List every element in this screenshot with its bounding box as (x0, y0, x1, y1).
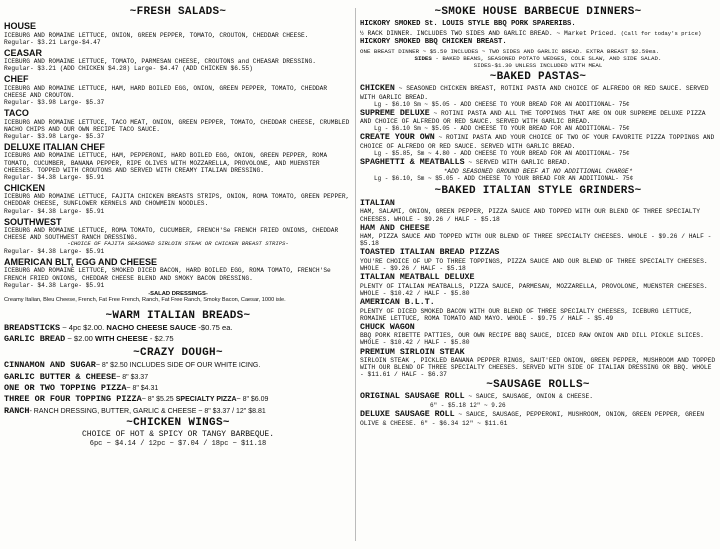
grinder-desc: HAM, SALAMI, ONION, GREEN PEPPER, PIZZA SAUCE AND TOPPED WITH OUR BLEND OF THREE SPECIALTY CHEESES. WHOLE - $9.26 / HALF - $5.18 (360, 208, 701, 223)
salad-item (4, 48, 352, 73)
pasta-price: Lg - $6.10 Sm ~ $5.05 - ADD CHEESE TO YOUR BREAD FOR AN ADDITIONAL- 75¢ (374, 100, 630, 108)
salad-name: CEASAR (4, 47, 43, 58)
pasta-item (360, 158, 716, 182)
fresh-salads-title: ~FRESH SALADS~ (129, 6, 227, 18)
grinder-item (360, 273, 716, 297)
sausage-rolls-list (360, 392, 716, 426)
grinder-name: PREMIUM SIRLOIN STEAK (360, 347, 465, 357)
bread-row (4, 323, 352, 333)
sausage-item (360, 410, 716, 427)
sausage-price: 6" - $5.18 12" ~ 9.26 (430, 401, 506, 409)
dough-extra-price: ~ 8" $6.09 (236, 396, 269, 404)
salad-item (4, 183, 352, 215)
sausage-name: DELUXE SAUSAGE ROLL (360, 409, 455, 419)
dough-extra-name: SPECIALTY PIZZA (175, 396, 237, 404)
wings-subtitle: CHOICE OF HOT & SPICY OR TANGY BARBEQUE. (81, 430, 275, 440)
dough-row (4, 372, 352, 383)
pasta-desc (360, 109, 716, 126)
salad-name: TACO (4, 108, 29, 119)
pasta-desc-text: ~ SERVED WITH GARLIC BREAD. (464, 159, 571, 167)
grinder-name: TOASTED ITALIAN BREAD PIZZAS (360, 248, 500, 258)
grinder-item (360, 248, 716, 272)
grinder-item (360, 298, 716, 322)
salad-item (4, 21, 352, 46)
bbq-chicken-name: HICKORY SMOKED BBQ CHICKEN BREAST. (360, 38, 507, 47)
bread-row (4, 334, 352, 344)
pasta-price: Lg - $6.10 Sm ~ $5.05 - ADD CHEESE TO YOUR BREAD FOR AN ADDITIONAL- 75¢ (374, 125, 630, 133)
bbq-chicken-line: ONE BREAST DINNER ~ $5.59 INCLUDES ~ TWO SIDES AND GARLIC BREAD. EXTRA BREAST $2.59ea. (360, 47, 660, 55)
dough-price: ~ 8" $5.25 (141, 396, 174, 404)
salad-dressings-list: Creamy Italian, Bleu Cheese, French, Fat Free French, Ranch, Fat Free Ranch, Smoky Bacon, Caesar, 1000 isle. (4, 296, 286, 303)
salad-name: SOUTHWEST (4, 216, 62, 227)
salad-price: Regular- $3.98 Large- $5.37 (4, 132, 105, 140)
salad-desc: ICEBURG AND ROMAINE LETTUCE, TACO MEAT, ONION, GREEN PEPPER, TOMATO, CHEDDAR CHEESE, CRUMBLED NACHO CHIPS AND OUR OWN RECIPE TACO SAUCE. (4, 118, 350, 133)
baked-pastas-title: ~BAKED PASTAS~ (489, 71, 587, 84)
dough-row (4, 360, 352, 371)
pasta-name: SUPREME DELUXE (360, 108, 430, 118)
dough-row (4, 394, 352, 405)
sausage-desc (360, 392, 716, 402)
salad-name: DELUXE ITALIAN CHEF (4, 141, 105, 152)
salad-name: HOUSE (4, 21, 37, 31)
salad-name: CHEF (4, 74, 29, 85)
sausage-item (360, 392, 716, 409)
bbq-sides-line: SIDES - BAKED BEANS, SEASONED POTATO WEDGES, COLE SLAW, AND SIDE SALAD. (414, 54, 662, 62)
pastas-list (360, 84, 716, 182)
salad-desc: ICEBURG AND ROMAINE LETTUCE, HAM, PEPPERONI, HARD BOILED EGG, ONION, GREEN PEPPER, ROMA TOMATO, CUCUMBER, BANANA PEPPER, RIPE OLIVES WITH MOZZARELLA, PROVOLONE, AND MUENSTER CHEESES. TOPPED WITH CROUTONS AND SERVED WITH CREAMY ITALIAN DRESSING. (4, 152, 328, 174)
grinder-desc: PLENTY OF DICED SMOKED BACON WITH OUR BLEND OF THREE SPECIALTY CHEESES, ICEBURG LETTUCE, ROMAINE LETTUCE, ROMA TOMATO AND MAYO. WHOLE - $9.75 / HALF - $5.49 (360, 307, 693, 322)
salad-price: Regular- $3.98 Large- $5.37 (4, 99, 105, 107)
warm-breads-title: ~WARM ITALIAN BREADS~ (105, 310, 251, 323)
dough-price: - RANCH DRESSING, BUTTER, GARLIC & CHEESE ~ 8" $3.37 / 12" $8.81 (29, 407, 266, 415)
bread-name: BREADSTICKS (4, 323, 61, 334)
dough-row (4, 406, 352, 417)
salad-price: Regular- $3.21 Large-$4.47 (4, 38, 101, 46)
bbq-sides-price: SIDES-$1.30 UNLESS INCLUDED WITH MEAL (473, 61, 603, 69)
dough-name: THREE OR FOUR TOPPING PIZZA (4, 394, 142, 405)
pasta-item (360, 84, 716, 108)
salad-name: CHICKEN (4, 182, 46, 193)
salad-note: -CHOICE OF FAJITA SEASONED SIRLOIN STEAK OR CHICKEN BREAST STRIPS- (67, 240, 289, 248)
left-column (4, 6, 352, 545)
sausage-desc-text: ~ SAUCE, SAUSAGE, ONION & CHEESE. (464, 393, 594, 401)
pasta-desc (360, 84, 716, 101)
salad-name: AMERICAN BLT, EGG AND CHEESE (4, 256, 158, 267)
salad-desc: ICEBURG AND ROMAINE LETTUCE, ROMA TOMATO, CUCUMBER, FRENCH'Se FRENCH FRIED ONIONS, CHEDDAR CHEESE AND SOUTHWEST RANCH DRESSING. (4, 227, 339, 242)
grinder-item (360, 199, 716, 223)
right-column (360, 6, 716, 545)
pasta-note: *ADD SEASONED GROUND BEEF AT NO ADDITIONAL CHARGE* (443, 167, 633, 175)
salad-item (4, 108, 352, 140)
pasta-desc-text: ~ ROTINI PASTA AND YOUR CHOICE OF TWO OF YOUR FAVORITE PIZZA TOPPINGS AND CHOICE OF ALFREDO OR RED SAUCE. SERVED WITH GARLIC BREAD. (360, 134, 715, 151)
bbq-ribs-name: HICKORY SMOKED St. LOUIS STYLE BBQ PORK SPARERIBS. (360, 20, 576, 28)
salads-list (4, 21, 352, 289)
grinder-item (360, 323, 716, 347)
grinders-list (360, 199, 716, 379)
sausage-desc-text: ~ SAUCE, SAUSAGE, PEPPERONI, MUSHROOM, ONION, GREEN PEPPER, GREEN OLIVE & CHEESE. 6" - $6.34 12" ~ $11.61 (360, 410, 705, 427)
salad-item (4, 74, 352, 106)
salad-item (4, 257, 352, 289)
salad-price: Regular- $4.38 Large- $5.91 (4, 247, 105, 255)
bread-price: ~ 4pc $2.00. (62, 323, 105, 333)
grinder-item (360, 348, 716, 379)
salad-item (4, 217, 352, 255)
grinders-title: ~BAKED ITALIAN STYLE GRINDERS~ (434, 184, 642, 197)
bread-extra-name: NACHO CHEESE SAUCE (106, 323, 197, 333)
salad-price: Regular- $3.21 (ADD CHICKEN $4.28) Large- $4.47 (ADD CHICKEN $6.55) (4, 65, 253, 73)
dough-name: CINNAMON AND SUGAR (4, 360, 96, 371)
bbq-ribs-line: ½ RACK DINNER. INCLUDES TWO SIDES AND GARLIC BREAD. ~ Market Priced. (Call for today's price) (360, 29, 702, 37)
pasta-name: CHICKEN (360, 84, 395, 94)
breads-list (4, 323, 352, 344)
pasta-desc-text: ~ SEASONED CHICKEN BREAST, ROTINI PASTA AND CHOICE OF ALFREDO OR RED SAUCE. SERVED WITH GARLIC BREAD. (360, 85, 709, 101)
pasta-desc (360, 158, 716, 168)
dough-list (4, 360, 352, 417)
salad-desc: ICEBURG AND ROMAINE LETTUCE, FAJITA CHICKEN BREASTS STRIPS, ONION, ROMA TOMATO, GREEN PEPPER, CHEDDAR CHEESE, SUNFLOWER KERNELS AND CHOWMEIN NOODLES. (4, 193, 350, 208)
bread-extra-name: WITH CHEESE (95, 333, 148, 343)
chicken-wings-title: ~CHICKEN WINGS~ (126, 417, 230, 430)
dough-name: ONE OR TWO TOPPING PIZZA (4, 382, 127, 393)
grinder-name: HAM AND CHEESE (360, 223, 430, 233)
grinder-name: AMERICAN B.L.T. (360, 297, 435, 307)
pasta-name: SPAGHETTI & MEATBALLS (360, 158, 465, 168)
grinder-desc: HAM, PIZZA SAUCE AND TOPPED WITH OUR BLEND OF THREE SPECIALTY CHEESES. WHOLE - $9.26 / HALF - $5.18 (360, 233, 712, 248)
grinder-desc: PLENTY OF ITALIAN MEATBALLS, PIZZA SAUCE, PARMESAN, MOZZARELLA, PROVOLONE, MUENSTER CHEESES. WHOLE - $10.42 / HALF - $5.80 (360, 282, 708, 297)
grinder-item (360, 224, 716, 248)
column-divider (355, 8, 356, 541)
grinder-name: ITALIAN (360, 198, 395, 208)
bread-extra-price: - $2.75 (149, 333, 174, 343)
sausage-desc (360, 410, 716, 427)
bread-price: ~ $2.00 (67, 333, 93, 343)
bread-extra-price: -$0.75 ea. (198, 323, 233, 333)
dough-price: ~ 8" $4.31 (126, 384, 159, 392)
grinder-desc: SIRLOIN STEAK , PICKLED BANANA PEPPER RINGS, SAUT'EED ONION, GREEN PEPPER, MUSHROOM AND TOPPED WITH OUR BLEND OF THREE SPECIALTY CHEESES. SERVED WITH SIDE OF ITALIAN DRESSING OR BBQ. WHOLE - $11.61 / HALF - $6.37 (360, 357, 716, 379)
dough-name: RANCH (4, 405, 30, 416)
salad-desc: ICEBURG AND ROMAINE LETTUCE, TOMATO, PARMESAN CHEESE, CROUTONS and CHEASAR DRESSING. (4, 58, 316, 66)
salad-price: Regular- $4.38 Large- $5.91 (4, 173, 105, 181)
salad-desc: ICEBURG AND ROMAINE LETTUCE, HAM, HARD BOILED EGG, ONION, GREEN PEPPER, TOMATO, CHEDDAR CHEESE AND CROUTON. (4, 84, 328, 99)
crazy-dough-title: ~CRAZY DOUGH~ (133, 347, 223, 360)
salad-desc: ICEBURG AND ROMAINE LETTUCE, ONION, GREEN PEPPER, TOMATO, CROUTON, CHEDDAR CHEESE. (4, 31, 309, 39)
salad-dressings-title: -SALAD DRESSINGS- (148, 290, 208, 297)
grinder-name: ITALIAN MEATBALL DELUXE (360, 273, 475, 283)
grinder-desc: YOU'RE CHOICE OF UP TO THREE TOPPINGS, PIZZA SAUCE AND OUR BLEND OF THREE SPECIALTY CHEESES. WHOLE - $9.26 / HALF - $5.18 (360, 257, 708, 273)
bbq-dinners-title: ~SMOKE HOUSE BARBECUE DINNERS~ (434, 6, 642, 18)
salad-item (4, 142, 352, 181)
pasta-desc-text: ~ ROTINI PASTA AND ALL THE TOPPINGS THAT ARE ON OUR SUPREME DELUXE PIZZA AND CHOICE OF ALFREDO OR RED SAUCE. SERVED WITH GARLIC BREAD. (360, 109, 706, 126)
pasta-price: Lg - $5.85, Sm ~ 4.80 - ADD CHEESE TO YOUR BREAD FOR AN ADDITIONAL- 75¢ (374, 150, 630, 158)
dough-price: ~ 8" $2.50 INCLUDES SIDE OF OUR WHITE ICING. (95, 362, 261, 370)
dough-price: ~ 8" $3.37 (116, 373, 149, 381)
pasta-item (360, 133, 716, 157)
salad-price: Regular- $4.38 Large- $5.91 (4, 207, 105, 215)
pasta-item (360, 109, 716, 133)
grinder-desc: BBQ PORK RIBETTE PATTIES, OUR OWN RECIPE BBQ SAUCE, DICED RAW ONION AND DILL PICKLE SLICES. WHOLE - $10.42 / HALF - $5.80 (360, 332, 704, 347)
wings-prices: 6pc ~ $4.14 / 12pc ~ $7.04 / 18pc ~ $11.18 (89, 439, 267, 448)
sausage-name: ORIGINAL SAUSAGE ROLL (360, 392, 465, 402)
pasta-desc (360, 133, 716, 150)
salad-desc: ICEBURG AND ROMAINE LETTUCE, SMOKED DICED BACON, HARD BOILED EGG, ROMA TOMATO, FRENCH'Se FRENCH FRIED ONIONS, CHEDDAR CHEESE BLEND AND SMOKY BACON DRESSING. (4, 267, 331, 282)
salad-price: Regular- $4.38 Large- $5.91 (4, 281, 105, 289)
grinder-name: CHUCK WAGON (360, 322, 415, 332)
pasta-price: Lg - $6.10, Sm ~ $5.05 - ADD CHEESE TO YOUR BREAD FOR AN ADDITIONAL- 75¢ (374, 174, 634, 182)
sausage-rolls-title: ~SAUSAGE ROLLS~ (486, 379, 590, 392)
bread-name: GARLIC BREAD (4, 333, 66, 344)
dough-row (4, 383, 352, 394)
pasta-name: CREATE YOUR OWN (360, 133, 435, 143)
dough-name: GARLIC BUTTER & CHEESE (4, 371, 117, 382)
